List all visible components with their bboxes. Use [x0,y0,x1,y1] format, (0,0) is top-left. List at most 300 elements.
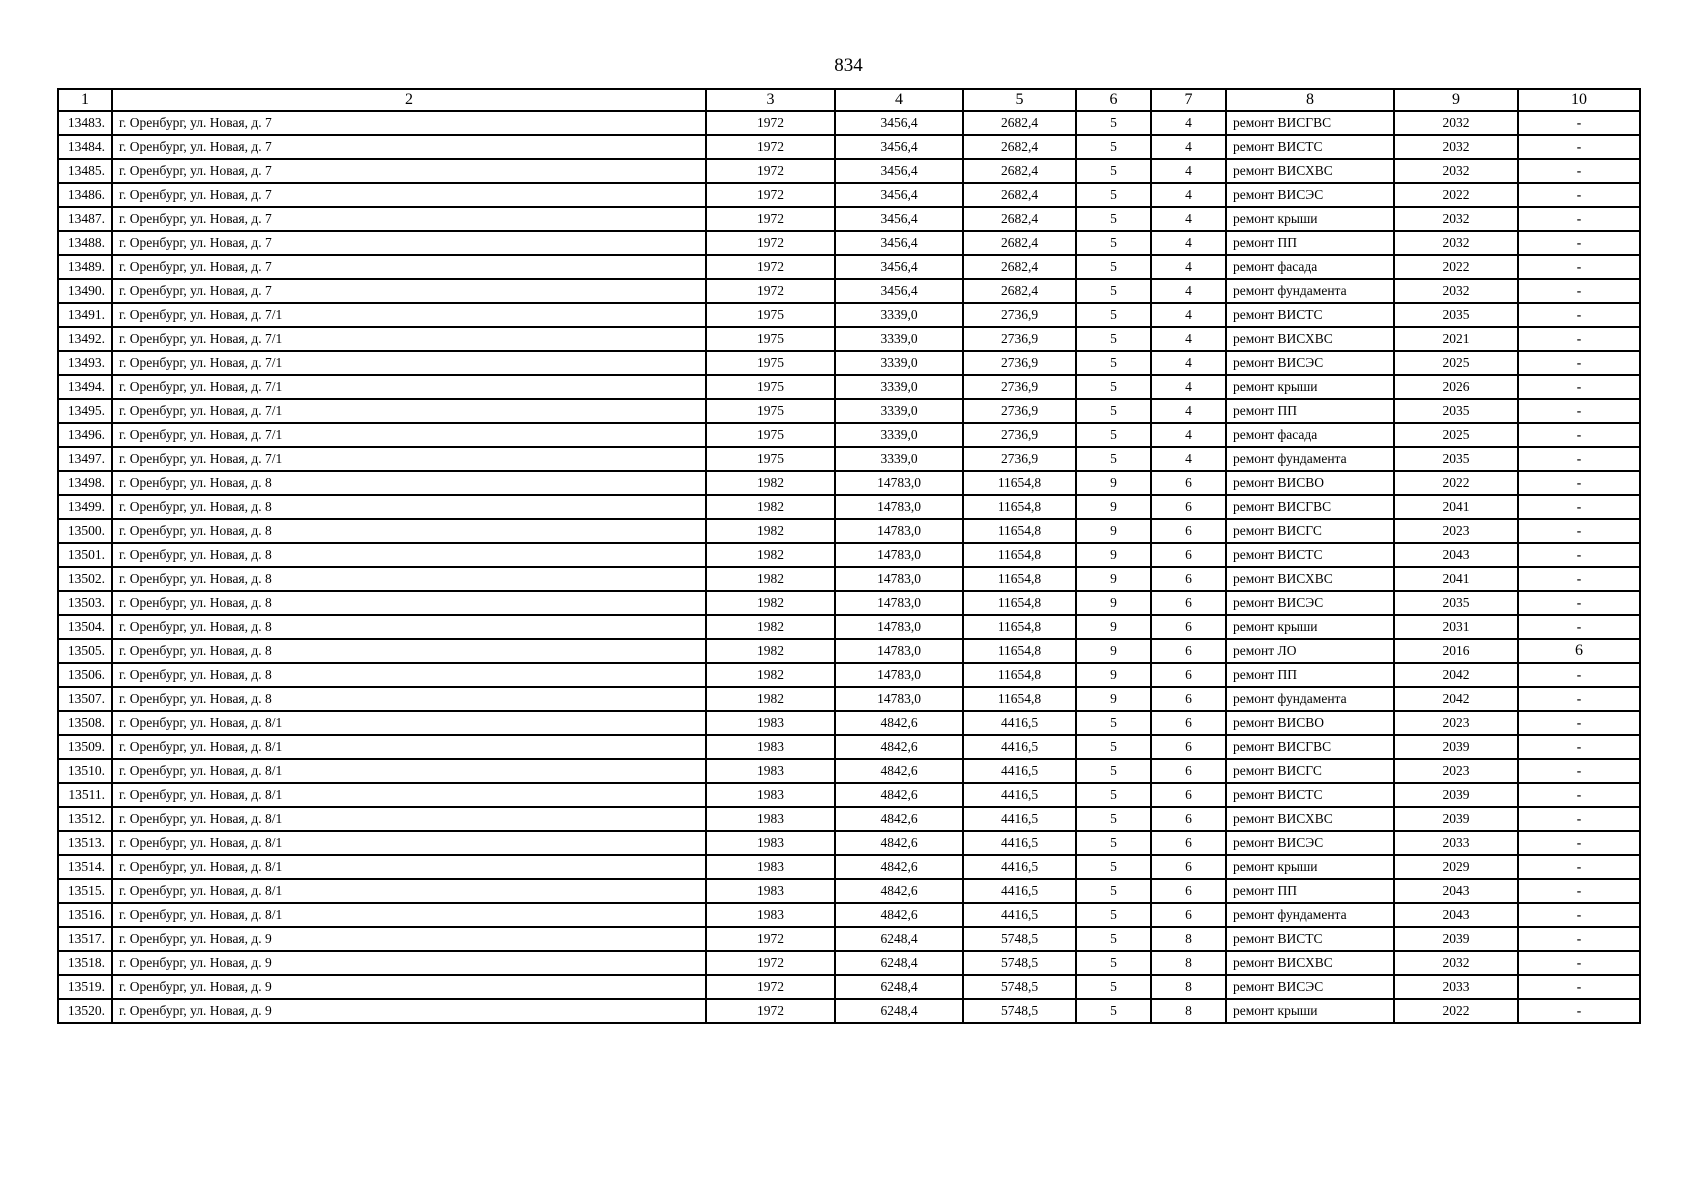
cell-floors: 5 [1076,351,1151,375]
cell-work-type: ремонт ВИСЭС [1226,351,1394,375]
cell-floors: 5 [1076,135,1151,159]
cell-value: - [1518,879,1640,903]
cell-address: г. Оренбург, ул. Новая, д. 7/1 [112,327,706,351]
table-row [58,207,1640,231]
cell-total-area: 14783,0 [835,639,963,663]
cell-address: г. Оренбург, ул. Новая, д. 7 [112,159,706,183]
cell-year-built: 1972 [706,135,835,159]
cell-value: - [1518,183,1640,207]
cell-entrances: 6 [1151,519,1226,543]
cell-address: г. Оренбург, ул. Новая, д. 8/1 [112,831,706,855]
table-row [58,639,1640,663]
cell-planned-year: 2016 [1394,639,1518,663]
cell-row-number: 13484. [58,135,112,159]
cell-address: г. Оренбург, ул. Новая, д. 8 [112,471,706,495]
cell-planned-year: 2022 [1394,999,1518,1023]
cell-living-area: 5748,5 [963,927,1076,951]
cell-entrances: 4 [1151,303,1226,327]
cell-address: г. Оренбург, ул. Новая, д. 8/1 [112,783,706,807]
cell-address: г. Оренбург, ул. Новая, д. 9 [112,927,706,951]
cell-entrances: 4 [1151,375,1226,399]
cell-total-area: 4842,6 [835,735,963,759]
cell-total-area: 3456,4 [835,207,963,231]
cell-year-built: 1975 [706,375,835,399]
cell-year-built: 1982 [706,567,835,591]
cell-address: г. Оренбург, ул. Новая, д. 7 [112,111,706,135]
cell-row-number: 13508. [58,711,112,735]
cell-address: г. Оренбург, ул. Новая, д. 7 [112,231,706,255]
cell-address: г. Оренбург, ул. Новая, д. 7/1 [112,423,706,447]
cell-living-area: 11654,8 [963,543,1076,567]
cell-planned-year: 2023 [1394,519,1518,543]
cell-row-number: 13500. [58,519,112,543]
cell-living-area: 2682,4 [963,159,1076,183]
cell-living-area: 2682,4 [963,231,1076,255]
cell-work-type: ремонт ВИСТС [1226,303,1394,327]
cell-year-built: 1982 [706,615,835,639]
cell-total-area: 4842,6 [835,831,963,855]
table-row [58,471,1640,495]
table-row [58,135,1640,159]
cell-work-type: ремонт ПП [1226,663,1394,687]
cell-living-area: 11654,8 [963,639,1076,663]
cell-work-type: ремонт ВИСГВС [1226,735,1394,759]
cell-value: - [1518,327,1640,351]
cell-address: г. Оренбург, ул. Новая, д. 8 [112,663,706,687]
cell-year-built: 1983 [706,711,835,735]
cell-value: - [1518,471,1640,495]
cell-floors: 5 [1076,783,1151,807]
cell-total-area: 14783,0 [835,543,963,567]
cell-entrances: 4 [1151,447,1226,471]
cell-living-area: 2682,4 [963,255,1076,279]
cell-living-area: 2736,9 [963,375,1076,399]
cell-total-area: 14783,0 [835,591,963,615]
cell-planned-year: 2031 [1394,615,1518,639]
cell-year-built: 1983 [706,783,835,807]
cell-row-number: 13498. [58,471,112,495]
cell-year-built: 1982 [706,471,835,495]
cell-row-number: 13520. [58,999,112,1023]
cell-entrances: 6 [1151,807,1226,831]
cell-total-area: 6248,4 [835,927,963,951]
cell-row-number: 13514. [58,855,112,879]
cell-floors: 5 [1076,831,1151,855]
table-row [58,999,1640,1023]
table-row [58,975,1640,999]
cell-value: - [1518,591,1640,615]
header-row [58,89,1640,111]
cell-year-built: 1982 [706,639,835,663]
cell-work-type: ремонт ПП [1226,231,1394,255]
cell-living-area: 2736,9 [963,399,1076,423]
cell-total-area: 3339,0 [835,351,963,375]
cell-total-area: 6248,4 [835,951,963,975]
cell-planned-year: 2032 [1394,207,1518,231]
cell-living-area: 4416,5 [963,711,1076,735]
cell-address: г. Оренбург, ул. Новая, д. 8 [112,543,706,567]
cell-total-area: 3456,4 [835,231,963,255]
cell-living-area: 5748,5 [963,999,1076,1023]
cell-living-area: 4416,5 [963,807,1076,831]
cell-row-number: 13490. [58,279,112,303]
cell-living-area: 11654,8 [963,663,1076,687]
cell-year-built: 1983 [706,735,835,759]
cell-address: г. Оренбург, ул. Новая, д. 8 [112,567,706,591]
table-row [58,423,1640,447]
cell-row-number: 13499. [58,495,112,519]
cell-row-number: 13502. [58,567,112,591]
cell-floors: 5 [1076,735,1151,759]
table-row [58,231,1640,255]
cell-address: г. Оренбург, ул. Новая, д. 8/1 [112,903,706,927]
cell-row-number: 13488. [58,231,112,255]
cell-planned-year: 2021 [1394,327,1518,351]
cell-living-area: 4416,5 [963,759,1076,783]
cell-floors: 5 [1076,927,1151,951]
table-row [58,303,1640,327]
cell-value: - [1518,783,1640,807]
column-header-10: 10 [1518,89,1640,111]
cell-value: - [1518,111,1640,135]
cell-planned-year: 2022 [1394,471,1518,495]
cell-living-area: 11654,8 [963,471,1076,495]
cell-work-type: ремонт ВИСГВС [1226,111,1394,135]
table-row [58,543,1640,567]
cell-total-area: 3339,0 [835,423,963,447]
cell-row-number: 13511. [58,783,112,807]
cell-entrances: 6 [1151,567,1226,591]
cell-floors: 5 [1076,159,1151,183]
cell-living-area: 2682,4 [963,207,1076,231]
cell-address: г. Оренбург, ул. Новая, д. 8 [112,591,706,615]
cell-value: - [1518,351,1640,375]
cell-floors: 5 [1076,399,1151,423]
cell-value: - [1518,567,1640,591]
table-row [58,495,1640,519]
cell-value: - [1518,255,1640,279]
cell-living-area: 11654,8 [963,687,1076,711]
cell-entrances: 4 [1151,399,1226,423]
cell-year-built: 1972 [706,927,835,951]
cell-floors: 9 [1076,519,1151,543]
table-row [58,183,1640,207]
cell-address: г. Оренбург, ул. Новая, д. 7/1 [112,303,706,327]
cell-planned-year: 2039 [1394,807,1518,831]
cell-floors: 5 [1076,303,1151,327]
cell-entrances: 8 [1151,999,1226,1023]
table-row [58,735,1640,759]
cell-floors: 5 [1076,879,1151,903]
cell-entrances: 4 [1151,327,1226,351]
cell-work-type: ремонт ВИСГС [1226,759,1394,783]
cell-planned-year: 2042 [1394,663,1518,687]
cell-floors: 5 [1076,231,1151,255]
cell-value: - [1518,543,1640,567]
cell-planned-year: 2035 [1394,591,1518,615]
cell-work-type: ремонт ВИСТС [1226,543,1394,567]
cell-work-type: ремонт ВИСГС [1226,519,1394,543]
cell-entrances: 6 [1151,711,1226,735]
column-header-1: 1 [58,89,112,111]
cell-floors: 5 [1076,903,1151,927]
cell-work-type: ремонт фасада [1226,423,1394,447]
cell-row-number: 13518. [58,951,112,975]
cell-address: г. Оренбург, ул. Новая, д. 9 [112,975,706,999]
cell-floors: 5 [1076,375,1151,399]
table-row [58,807,1640,831]
cell-value: - [1518,735,1640,759]
cell-row-number: 13487. [58,207,112,231]
cell-year-built: 1972 [706,231,835,255]
cell-planned-year: 2035 [1394,447,1518,471]
cell-year-built: 1975 [706,351,835,375]
cell-value: - [1518,207,1640,231]
cell-floors: 9 [1076,543,1151,567]
cell-entrances: 6 [1151,831,1226,855]
cell-floors: 9 [1076,471,1151,495]
cell-floors: 5 [1076,711,1151,735]
cell-floors: 5 [1076,447,1151,471]
cell-row-number: 13509. [58,735,112,759]
cell-work-type: ремонт ВИСТС [1226,135,1394,159]
cell-floors: 9 [1076,567,1151,591]
cell-row-number: 13493. [58,351,112,375]
cell-row-number: 13495. [58,399,112,423]
page-number: 834 [834,55,863,76]
cell-value: - [1518,999,1640,1023]
cell-value: - [1518,903,1640,927]
cell-row-number: 13491. [58,303,112,327]
cell-work-type: ремонт ЛО [1226,639,1394,663]
cell-entrances: 6 [1151,855,1226,879]
table-row [58,159,1640,183]
cell-planned-year: 2032 [1394,951,1518,975]
table-row [58,591,1640,615]
cell-living-area: 2682,4 [963,111,1076,135]
cell-total-area: 3456,4 [835,159,963,183]
cell-total-area: 4842,6 [835,855,963,879]
cell-total-area: 6248,4 [835,975,963,999]
cell-planned-year: 2032 [1394,231,1518,255]
table-row [58,855,1640,879]
cell-planned-year: 2025 [1394,351,1518,375]
cell-work-type: ремонт ВИСХВС [1226,951,1394,975]
cell-floors: 9 [1076,615,1151,639]
cell-total-area: 3339,0 [835,303,963,327]
cell-planned-year: 2025 [1394,423,1518,447]
cell-total-area: 3456,4 [835,135,963,159]
column-header-2: 2 [112,89,706,111]
cell-row-number: 13485. [58,159,112,183]
cell-planned-year: 2035 [1394,303,1518,327]
cell-value: - [1518,303,1640,327]
cell-planned-year: 2032 [1394,279,1518,303]
cell-work-type: ремонт ПП [1226,879,1394,903]
column-header-4: 4 [835,89,963,111]
cell-value: - [1518,759,1640,783]
cell-work-type: ремонт крыши [1226,615,1394,639]
cell-total-area: 4842,6 [835,759,963,783]
cell-total-area: 3339,0 [835,447,963,471]
cell-total-area: 6248,4 [835,999,963,1023]
cell-work-type: ремонт ВИСВО [1226,471,1394,495]
cell-year-built: 1982 [706,543,835,567]
cell-total-area: 3339,0 [835,399,963,423]
cell-year-built: 1983 [706,759,835,783]
cell-planned-year: 2043 [1394,543,1518,567]
column-header-3: 3 [706,89,835,111]
cell-total-area: 14783,0 [835,663,963,687]
cell-floors: 5 [1076,975,1151,999]
cell-year-built: 1982 [706,591,835,615]
cell-planned-year: 2022 [1394,183,1518,207]
cell-row-number: 13517. [58,927,112,951]
cell-entrances: 6 [1151,543,1226,567]
cell-total-area: 3339,0 [835,375,963,399]
table-row [58,759,1640,783]
cell-floors: 9 [1076,495,1151,519]
cell-planned-year: 2039 [1394,783,1518,807]
cell-value: - [1518,231,1640,255]
cell-address: г. Оренбург, ул. Новая, д. 7 [112,255,706,279]
cell-address: г. Оренбург, ул. Новая, д. 7 [112,279,706,303]
cell-total-area: 3456,4 [835,183,963,207]
cell-planned-year: 2023 [1394,759,1518,783]
table-row [58,399,1640,423]
cell-planned-year: 2022 [1394,255,1518,279]
cell-total-area: 3456,4 [835,255,963,279]
cell-row-number: 13486. [58,183,112,207]
cell-address: г. Оренбург, ул. Новая, д. 8 [112,615,706,639]
cell-living-area: 2736,9 [963,303,1076,327]
cell-address: г. Оренбург, ул. Новая, д. 8 [112,519,706,543]
table-row [58,903,1640,927]
cell-address: г. Оренбург, ул. Новая, д. 8 [112,639,706,663]
cell-address: г. Оренбург, ул. Новая, д. 7 [112,183,706,207]
cell-total-area: 14783,0 [835,495,963,519]
cell-work-type: ремонт фасада [1226,255,1394,279]
cell-value: - [1518,687,1640,711]
cell-value: - [1518,663,1640,687]
cell-entrances: 4 [1151,135,1226,159]
cell-living-area: 4416,5 [963,735,1076,759]
cell-entrances: 4 [1151,159,1226,183]
cell-address: г. Оренбург, ул. Новая, д. 9 [112,951,706,975]
cell-work-type: ремонт ВИСЭС [1226,975,1394,999]
column-header-9: 9 [1394,89,1518,111]
cell-address: г. Оренбург, ул. Новая, д. 8 [112,495,706,519]
table-row [58,351,1640,375]
cell-entrances: 4 [1151,207,1226,231]
cell-row-number: 13483. [58,111,112,135]
cell-work-type: ремонт ВИСЭС [1226,183,1394,207]
table-row [58,711,1640,735]
table-row [58,327,1640,351]
cell-planned-year: 2043 [1394,879,1518,903]
cell-planned-year: 2029 [1394,855,1518,879]
cell-address: г. Оренбург, ул. Новая, д. 7/1 [112,447,706,471]
cell-living-area: 2682,4 [963,183,1076,207]
cell-value: - [1518,951,1640,975]
cell-value: - [1518,615,1640,639]
table-row [58,615,1640,639]
cell-living-area: 2736,9 [963,423,1076,447]
cell-planned-year: 2043 [1394,903,1518,927]
cell-work-type: ремонт крыши [1226,207,1394,231]
cell-planned-year: 2026 [1394,375,1518,399]
cell-year-built: 1975 [706,399,835,423]
cell-total-area: 14783,0 [835,615,963,639]
cell-total-area: 14783,0 [835,687,963,711]
cell-value: - [1518,159,1640,183]
cell-total-area: 4842,6 [835,807,963,831]
cell-year-built: 1972 [706,975,835,999]
table-row [58,111,1640,135]
cell-year-built: 1972 [706,951,835,975]
cell-living-area: 2682,4 [963,279,1076,303]
cell-planned-year: 2032 [1394,111,1518,135]
repair-schedule-table [57,88,1641,1024]
cell-year-built: 1972 [706,183,835,207]
cell-address: г. Оренбург, ул. Новая, д. 8/1 [112,855,706,879]
table-row [58,879,1640,903]
cell-address: г. Оренбург, ул. Новая, д. 7 [112,135,706,159]
cell-entrances: 4 [1151,231,1226,255]
cell-year-built: 1975 [706,303,835,327]
cell-value: - [1518,399,1640,423]
cell-total-area: 3456,4 [835,279,963,303]
cell-living-area: 2736,9 [963,327,1076,351]
column-header-6: 6 [1076,89,1151,111]
cell-living-area: 5748,5 [963,951,1076,975]
cell-planned-year: 2033 [1394,975,1518,999]
cell-entrances: 6 [1151,615,1226,639]
cell-entrances: 4 [1151,255,1226,279]
cell-total-area: 14783,0 [835,471,963,495]
cell-value: - [1518,135,1640,159]
table-row [58,279,1640,303]
cell-address: г. Оренбург, ул. Новая, д. 8 [112,687,706,711]
table-row [58,255,1640,279]
cell-floors: 5 [1076,183,1151,207]
cell-work-type: ремонт крыши [1226,999,1394,1023]
cell-planned-year: 2042 [1394,687,1518,711]
cell-total-area: 4842,6 [835,783,963,807]
cell-entrances: 6 [1151,471,1226,495]
cell-address: г. Оренбург, ул. Новая, д. 7/1 [112,375,706,399]
cell-living-area: 4416,5 [963,879,1076,903]
cell-row-number: 13503. [58,591,112,615]
cell-work-type: ремонт ВИСЭС [1226,831,1394,855]
cell-row-number: 13512. [58,807,112,831]
cell-planned-year: 2032 [1394,159,1518,183]
cell-year-built: 1972 [706,111,835,135]
table-row [58,663,1640,687]
cell-floors: 5 [1076,327,1151,351]
cell-value: - [1518,975,1640,999]
cell-year-built: 1983 [706,903,835,927]
cell-living-area: 11654,8 [963,591,1076,615]
cell-work-type: ремонт фундамента [1226,447,1394,471]
cell-living-area: 11654,8 [963,567,1076,591]
cell-work-type: ремонт ВИСХВС [1226,567,1394,591]
cell-total-area: 4842,6 [835,903,963,927]
cell-total-area: 4842,6 [835,711,963,735]
cell-entrances: 6 [1151,591,1226,615]
cell-living-area: 11654,8 [963,615,1076,639]
cell-entrances: 4 [1151,279,1226,303]
